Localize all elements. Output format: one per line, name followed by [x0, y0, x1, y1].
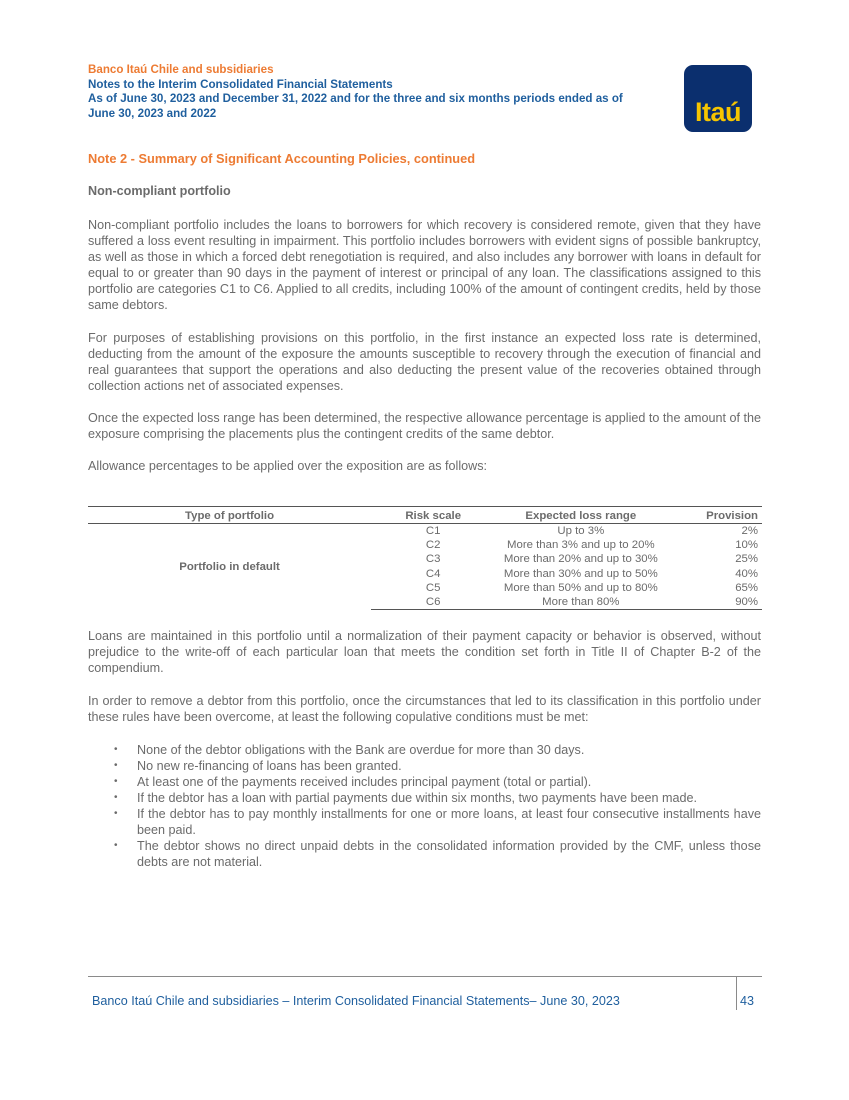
paragraph-expected-loss: Once the expected loss range has been determined, the respective allowance percentage is applied to the amount of the exposure comprising the placements plus the contingent credits of the same debtor. [88, 411, 761, 441]
allowance-table [88, 506, 762, 610]
header-notes-title: Notes to the Interim Consolidated Financial Statements [88, 77, 393, 91]
header-risk-scale: Risk scale [371, 507, 495, 524]
list-item [88, 758, 761, 774]
header-period-line: As of June 30, 2023 and December 31, 2022 and for the three and six months periods ended as of [88, 92, 623, 106]
header-type-of-portfolio: Type of portfolio [88, 507, 371, 524]
itau-logo [684, 65, 752, 132]
list-item [88, 742, 761, 758]
provision-cell: 90% [666, 595, 762, 610]
provision-cell: 40% [735, 567, 758, 580]
portfolio-type-cell: Portfolio in default [179, 560, 280, 573]
provision-cell: 2% [741, 525, 758, 537]
provision-cell: 65% [735, 581, 758, 594]
list-item-text: At least one of the payments received includes principal payment (total or partial). [137, 775, 592, 789]
paragraph-allowance-intro: Allowance percentages to be applied over the exposition are as follows: [88, 459, 488, 473]
risk-cell: C6 [371, 595, 495, 610]
bullet-icon: • [114, 744, 118, 755]
range-cell: More than 50% and up to 80% [503, 581, 658, 594]
range-cell: More than 30% and up to 50% [503, 567, 658, 580]
list-item-text: The debtor shows no direct unpaid debts in the consolidated information provided by the CMF, unless those debts are not material. [137, 839, 761, 869]
list-item [88, 790, 761, 806]
list-item [88, 806, 761, 838]
range-cell: Up to 3% [557, 525, 605, 537]
paragraph-definition: Non-compliant portfolio includes the loans to borrowers for which recovery is considered remote, given that they have suffered a loss event resulting in impairment. This portfolio includes borrowers with evident signs of possible bankruptcy, as well as those in which a forced debt renegotiation is required, and also includes any borrower with loans in default for equal to or greater than 90 days in the payment of interest or principal of any loan. The classifications assigned to this portfolio are categories C1 to C6. Applied to all credits, including 100% of the amount of contingent credits, held by those same debtors. [88, 218, 761, 312]
header-company: Banco Itaú Chile and subsidiaries [88, 63, 274, 76]
bullet-icon: • [114, 840, 118, 851]
footer-text: Banco Itaú Chile and subsidiaries – Interim Consolidated Financial Statements– June 30, 2023 [92, 994, 620, 1008]
note-title: Note 2 - Summary of Significant Accounting Policies, continued [88, 151, 476, 166]
risk-cell: C2 [425, 539, 441, 552]
logo-text: Itaú [694, 97, 741, 127]
paragraph-maintenance: Loans are maintained in this portfolio until a normalization of their payment capacity or behavior is observed, without prejudice to the write-off of each particular loan that meets the condition set forth in Title II of Chapter B-2 of the compendium. [88, 629, 761, 675]
table-row [88, 524, 762, 539]
range-cell: More than 3% and up to 20% [507, 539, 655, 552]
page-number: 43 [740, 994, 755, 1008]
bullet-icon: • [114, 792, 118, 803]
risk-cell: C4 [425, 567, 441, 580]
page-header [88, 63, 678, 121]
bullet-icon: • [114, 776, 118, 787]
header-period-line-2: June 30, 2023 and 2022 [88, 106, 217, 120]
provision-cell: 25% [735, 553, 758, 566]
footer-divider [88, 976, 762, 977]
range-cell: More than 80% [495, 595, 666, 610]
list-item [88, 838, 761, 870]
risk-cell: C1 [425, 525, 441, 537]
paragraph-removal-conditions: In order to remove a debtor from this portfolio, once the circumstances that led to its classification in this portfolio under these rules have been overcome, at least the following copulative conditions must be met: [88, 694, 761, 724]
bullet-icon: • [114, 808, 118, 819]
risk-cell: C3 [425, 553, 441, 566]
list-item-text: If the debtor has a loan with partial payments due within six months, two payments have been made. [137, 791, 698, 805]
paragraph-provisions: For purposes of establishing provisions on this portfolio, in the first instance an expected loss rate is determined, deducting from the amount of the exposure the amounts susceptible to recovery through the execution of financial and real guarantees that support the operations and also deducting the present value of the recoveries obtained through collection actions net of associated expenses. [88, 331, 761, 393]
risk-cell: C5 [425, 581, 441, 594]
list-item-text: No new re-financing of loans has been granted. [137, 759, 402, 773]
header-expected-loss-range: Expected loss range [495, 507, 666, 524]
footer-page-divider [736, 977, 737, 1010]
list-item-text: None of the debtor obligations with the Bank are overdue for more than 30 days. [137, 743, 585, 757]
bullet-icon: • [114, 760, 118, 771]
list-item [88, 774, 761, 790]
conditions-list [88, 742, 761, 870]
provision-cell: 10% [735, 539, 758, 552]
table-header-row [88, 507, 762, 524]
document-page [88, 0, 762, 1100]
section-heading: Non-compliant portfolio [88, 184, 231, 198]
list-item-text: If the debtor has to pay monthly installments for one or more loans, at least four consecutive installments have been paid. [137, 807, 761, 837]
header-provision: Provision [666, 507, 762, 524]
range-cell: More than 20% and up to 30% [503, 553, 658, 566]
